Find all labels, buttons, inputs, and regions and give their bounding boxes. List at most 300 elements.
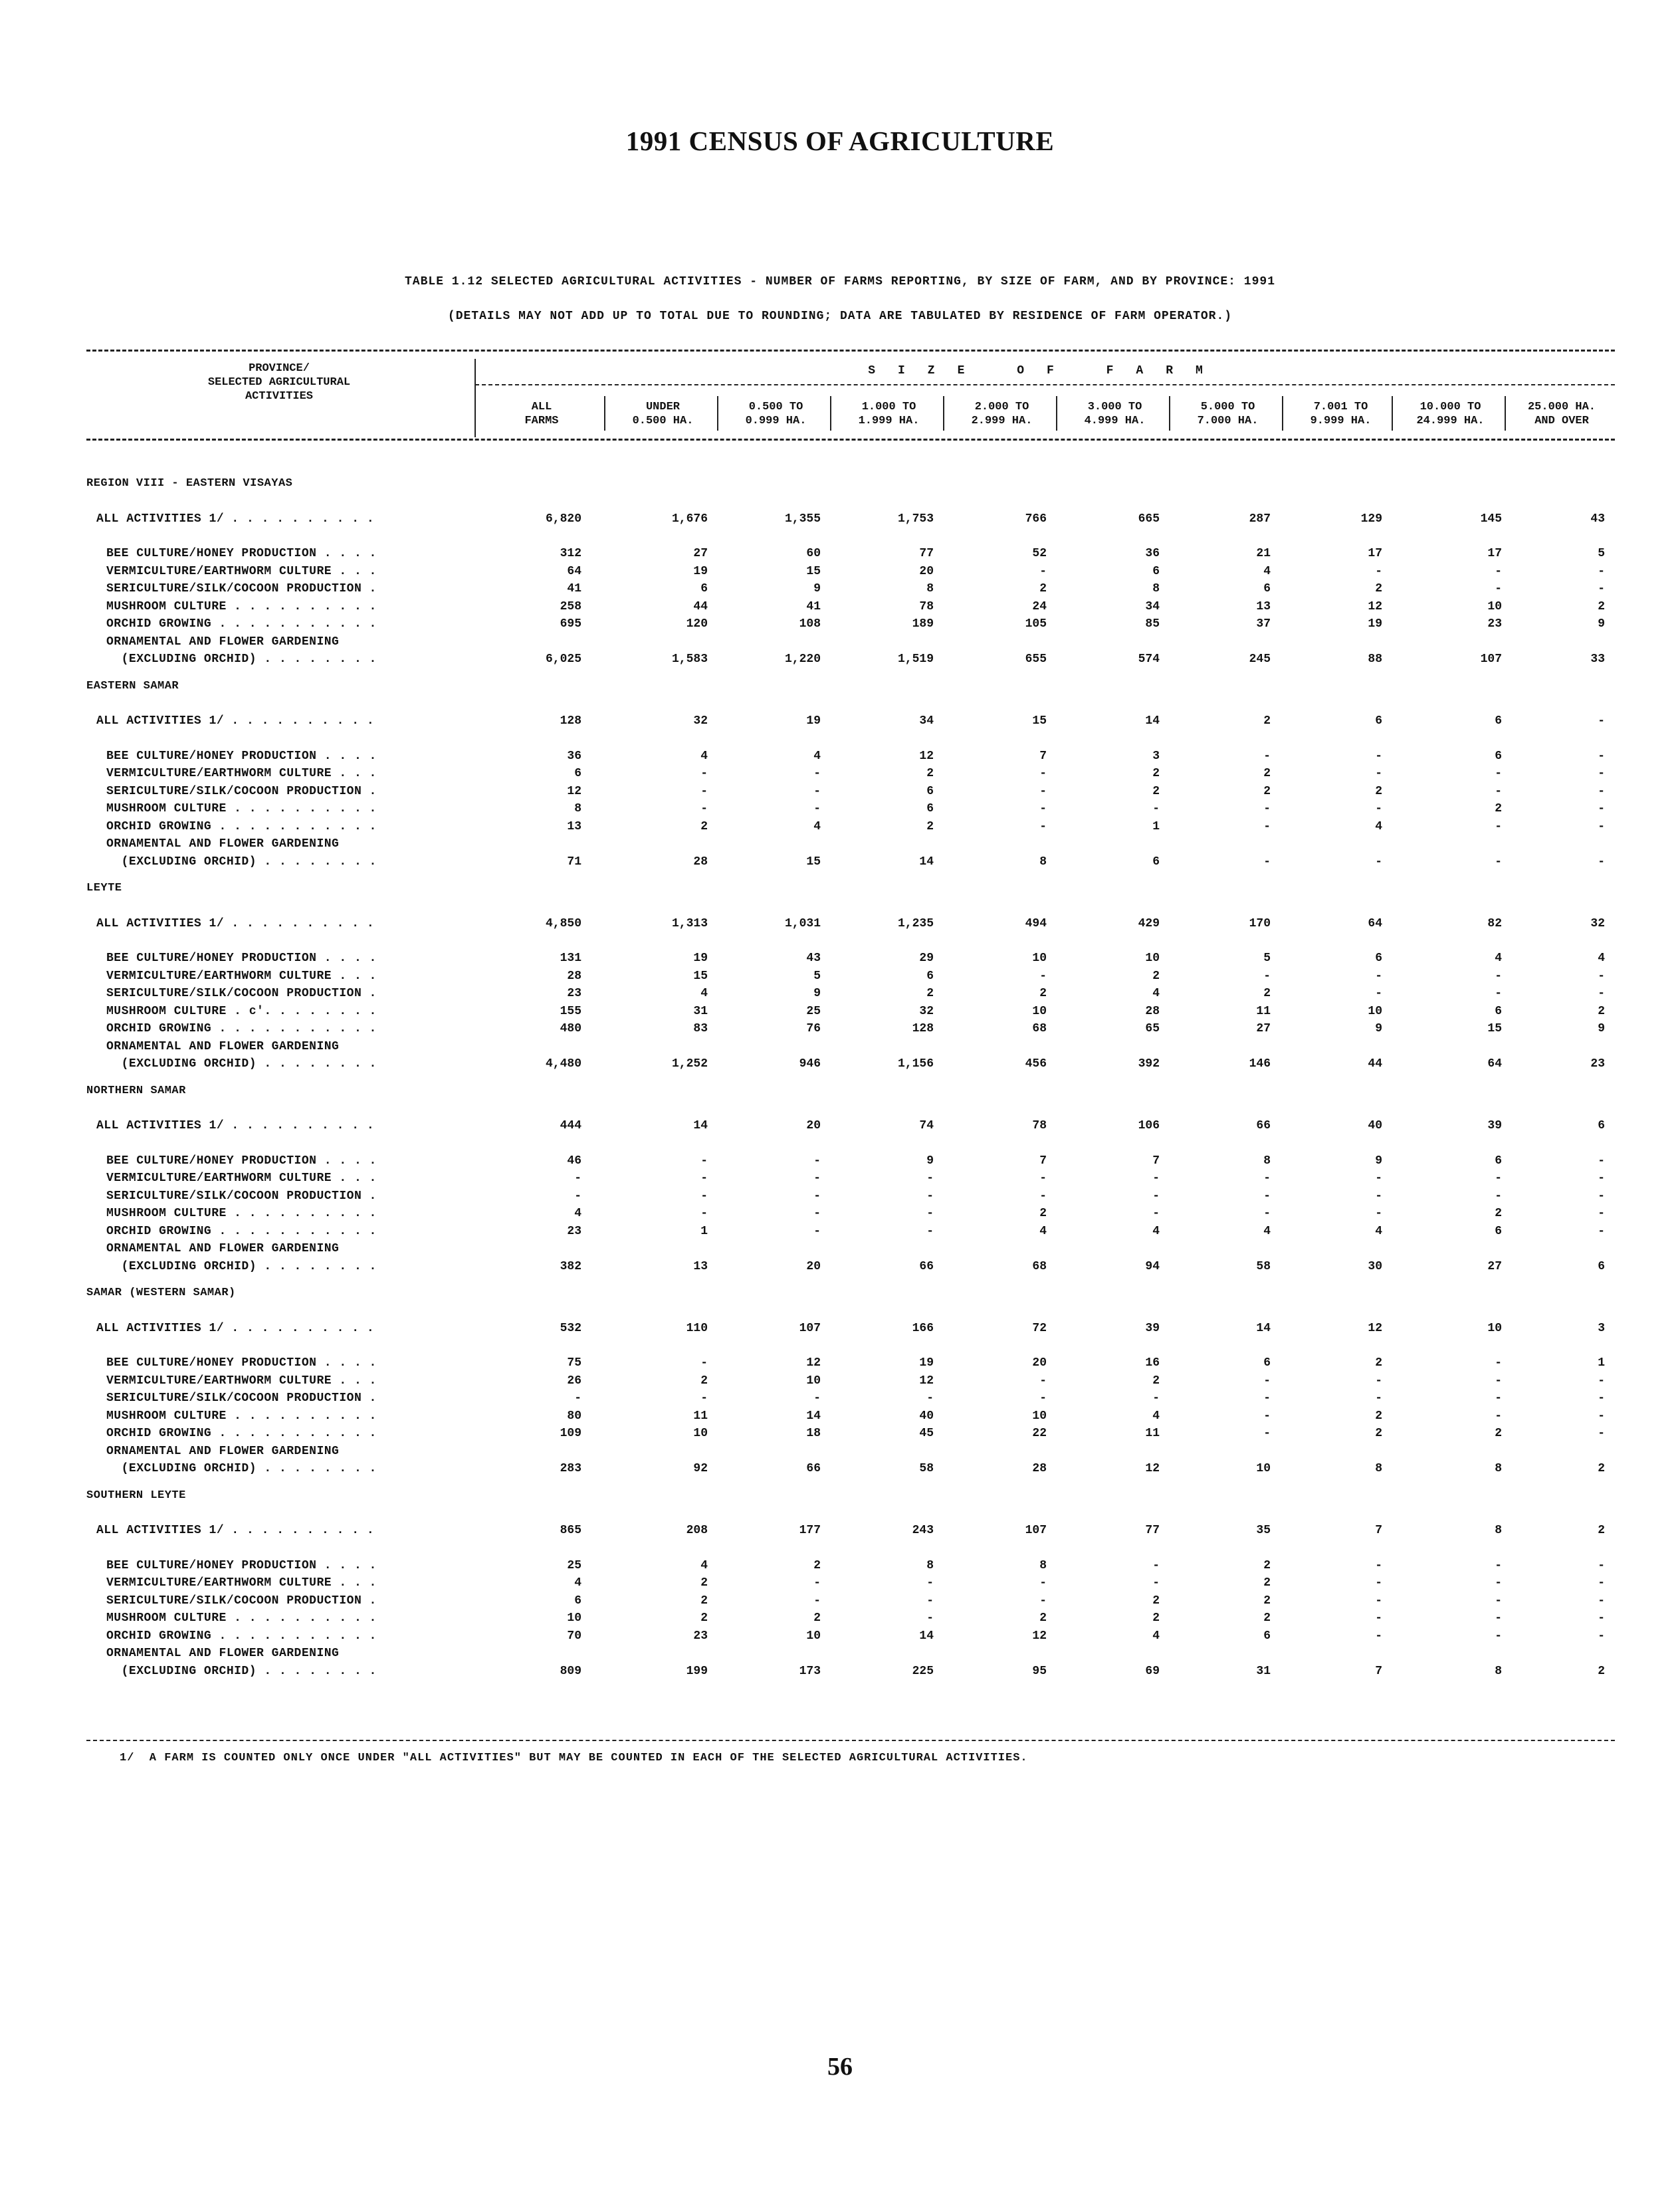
table-cell: 5 [1598,547,1605,560]
table-cell: 6 [700,582,708,595]
table-cell: 177 [799,1524,821,1537]
table-cell: 2 [1375,1427,1382,1440]
table-cell: - [1375,969,1382,983]
table-cell: - [1039,1189,1047,1203]
table-cell: 6,820 [545,512,581,526]
page-title: 1991 CENSUS OF AGRICULTURE [625,126,1055,156]
table-cell: 6 [1495,1224,1502,1238]
table-cell: - [813,1594,821,1608]
table-cell: - [1152,802,1160,815]
column-header [947,400,1057,428]
table-cell: - [926,1189,934,1203]
table-cell: 27 [1487,1259,1502,1273]
activity-row [86,615,1615,633]
table-cell: - [1598,564,1605,578]
table-cell: - [700,1189,708,1203]
table-cell: - [1375,767,1382,780]
table-cell: - [1495,1356,1502,1370]
table-cell: 19 [806,714,821,728]
table-cell: 10 [1032,952,1047,965]
table-cell: - [1598,1629,1605,1643]
table-cell: - [1263,749,1271,763]
row-label: ORNAMENTAL AND FLOWER GARDENING [106,1242,340,1255]
table-cell: 1,355 [784,512,821,526]
table-cell: 4,850 [545,916,581,930]
column-header-line1: 5.000 TO [1200,401,1255,413]
activity-row [86,765,1615,783]
table-cell: 2 [1495,802,1502,815]
table-cell: 15 [806,855,821,869]
table-cell: - [926,1594,934,1608]
column-separator [1169,396,1170,431]
table-cell: 85 [1145,617,1160,631]
table-cell: - [1375,1172,1382,1185]
table-cell: 66 [919,1259,934,1273]
table-cell: 45 [919,1427,934,1440]
table-cell: - [1039,1374,1047,1388]
table-cell: 382 [560,1259,581,1273]
data-table [86,475,1615,1680]
row-label: SERICULTURE/SILK/COCOON PRODUCTION . [106,987,377,1000]
table-cell: 245 [1249,653,1271,666]
table-cell: 4 [1495,952,1502,965]
table-cell: 494 [1025,916,1047,930]
table-cell: 34 [1145,599,1160,613]
province-row [86,1083,1615,1100]
table-cell: 173 [799,1664,821,1678]
table-cell: 456 [1025,1057,1047,1071]
table-cell: 312 [560,547,581,560]
table-cell: 28 [1145,1004,1160,1018]
table-cell: 2 [1375,582,1382,595]
table-cell: 15 [693,969,708,983]
all-activities-row [86,915,1615,933]
table-cell: 23 [1590,1057,1605,1071]
table-cell: 34 [919,714,934,728]
column-separator [604,396,605,431]
column-header-line1: ALL [531,401,552,413]
row-gap [86,898,1615,915]
table-cell: - [1495,1558,1502,1572]
table-cell: 2 [1598,599,1605,613]
table-cell: - [813,1172,821,1185]
table-cell: 145 [1480,512,1502,526]
table-cell: 18 [806,1427,821,1440]
table-cell: - [1495,1612,1502,1625]
row-label: ALL ACTIVITIES 1/ . . . . . . . . . . [96,1119,375,1132]
table-cell: - [700,1154,708,1168]
activity-row [86,1408,1615,1425]
table-cell: 2 [1375,784,1382,798]
activity-row [86,1443,1615,1461]
table-cell: 6 [1152,564,1160,578]
table-cell: 6 [574,767,581,780]
stub-header [86,362,472,403]
row-label: ALL ACTIVITIES 1/ . . . . . . . . . . [96,714,375,728]
row-label: SAMAR (WESTERN SAMAR) [86,1287,236,1299]
table-cell: 2 [1263,1558,1271,1572]
table-cell: 1,031 [784,916,821,930]
table-cell: 20 [919,564,934,578]
table-cell: 131 [560,952,581,965]
table-cell: 10 [567,1612,581,1625]
table-cell: 10 [1032,1409,1047,1423]
table-cell: - [1039,1392,1047,1405]
table-cell: 12 [1145,1462,1160,1475]
table-cell: 107 [1025,1524,1047,1537]
table-cell: 2 [1263,1612,1271,1625]
table-cell: 6 [926,802,934,815]
activity-row [86,853,1615,871]
table-cell: 12 [806,1356,821,1370]
table-cell: 9 [1598,1022,1605,1035]
row-gap [86,932,1615,950]
row-gap [86,1100,1615,1117]
table-cell: - [1375,749,1382,763]
row-label: SERICULTURE/SILK/COCOON PRODUCTION . [106,1392,377,1405]
table-cell: 26 [567,1374,581,1388]
row-label: BEE CULTURE/HONEY PRODUCTION . . . . [106,1356,377,1370]
table-cell: - [813,802,821,815]
activity-row [86,1170,1615,1188]
table-cell: 2 [1039,987,1047,1000]
table-cell: 88 [1368,653,1382,666]
row-label: ALL ACTIVITIES 1/ . . . . . . . . . . [96,916,375,930]
row-gap [86,730,1615,748]
activity-row [86,1003,1615,1021]
row-label: VERMICULTURE/EARTHWORM CULTURE . . . [106,767,377,780]
table-cell: 7 [1375,1524,1382,1537]
table-cell: - [1495,1629,1502,1643]
table-cell: - [1263,1409,1271,1423]
column-header-line2: 7.000 HA. [1197,415,1259,427]
table-cell: - [1598,749,1605,763]
province-row [86,678,1615,696]
table-cell: - [1598,1172,1605,1185]
table-cell: 36 [1145,547,1160,560]
table-cell: 2 [1263,714,1271,728]
table-cell: 7 [1375,1664,1382,1678]
table-cell: 4 [813,749,821,763]
table-cell: 3 [1152,749,1160,763]
table-cell: 7 [1039,1154,1047,1168]
row-label: MUSHROOM CULTURE . c'. . . . . . . . [106,1004,377,1018]
column-header [721,400,831,428]
row-label: ORNAMENTAL AND FLOWER GARDENING [106,635,340,649]
table-cell: 283 [560,1462,581,1475]
table-cell: 10 [1487,1321,1502,1335]
table-cell: 1,753 [897,512,934,526]
row-label: BEE CULTURE/HONEY PRODUCTION . . . . [106,1154,377,1168]
table-cell: - [1598,784,1605,798]
activity-row [86,1663,1615,1681]
table-cell: 6 [1598,1119,1605,1132]
table-cell: - [1263,1374,1271,1388]
table-cell: 1 [1152,819,1160,833]
header-top-rule [86,350,1615,352]
table-cell: - [1263,1172,1271,1185]
table-cell: 76 [806,1022,821,1035]
table-cell: 109 [560,1427,581,1440]
table-cell: 14 [919,1629,934,1643]
row-label: MUSHROOM CULTURE . . . . . . . . . . [106,599,377,613]
table-cell: 166 [912,1321,934,1335]
table-cell: 9 [926,1154,934,1168]
row-label: ORCHID GROWING . . . . . . . . . . . [106,1022,377,1035]
table-cell: 12 [919,749,934,763]
table-cell: 106 [1138,1119,1160,1132]
table-cell: 1,519 [897,653,934,666]
table-cell: - [1495,767,1502,780]
table-cell: - [813,767,821,780]
table-cell: 574 [1138,653,1160,666]
table-cell: 12 [567,784,581,798]
table-cell: 9 [1375,1022,1382,1035]
table-cell: 20 [806,1119,821,1132]
table-cell: 68 [1032,1259,1047,1273]
table-cell: - [1152,1576,1160,1590]
table-cell: 4 [1375,819,1382,833]
column-header [478,400,605,428]
column-header-line2: 0.500 HA. [632,415,694,427]
table-cell: - [1375,1392,1382,1405]
table-cell: - [1598,1558,1605,1572]
province-row [86,880,1615,898]
table-cell: 8 [926,1558,934,1572]
table-cell: - [1375,1558,1382,1572]
column-separator [1505,396,1506,431]
table-cell: 13 [1256,599,1271,613]
table-cell: - [1495,1594,1502,1608]
row-label: VERMICULTURE/EARTHWORM CULTURE . . . [106,1576,377,1590]
table-cell: 946 [799,1057,821,1071]
column-separator [1282,396,1283,431]
row-label: NORTHERN SAMAR [86,1084,186,1097]
table-cell: 120 [686,617,708,631]
table-cell: 4 [813,819,821,833]
row-label: SOUTHERN LEYTE [86,1489,186,1502]
stub-header-line2: SELECTED AGRICULTURAL [207,376,351,389]
table-cell: 64 [1487,1057,1502,1071]
table-cell: 4 [1263,1224,1271,1238]
activity-row [86,1390,1615,1408]
table-cell: 80 [567,1409,581,1423]
table-cell: - [1495,1189,1502,1203]
activity-row [86,1372,1615,1390]
table-cell: - [1039,1576,1047,1590]
table-cell: 766 [1025,512,1047,526]
row-label: ORCHID GROWING . . . . . . . . . . . [106,1224,377,1238]
table-cell: 105 [1025,617,1047,631]
row-label: (EXCLUDING ORCHID) . . . . . . . . [106,1057,377,1071]
table-cell: - [700,1172,708,1185]
table-cell: 28 [567,969,581,983]
table-cell: - [1375,1207,1382,1220]
activity-row [86,545,1615,563]
table-cell: 43 [806,952,821,965]
table-cell: 444 [560,1119,581,1132]
table-cell: - [1598,714,1605,728]
row-label: ORCHID GROWING . . . . . . . . . . . [106,1427,377,1440]
table-cell: 1,235 [897,916,934,930]
table-cell: 6 [1495,1154,1502,1168]
row-label: SERICULTURE/SILK/COCOON PRODUCTION . [106,1594,377,1608]
table-cell: - [1495,784,1502,798]
table-cell: 30 [1368,1259,1382,1273]
table-cell: - [813,1154,821,1168]
table-cell: 108 [799,617,821,631]
table-cell: 3 [1598,1321,1605,1335]
table-cell: 1,313 [671,916,708,930]
table-cell: 64 [567,564,581,578]
table-cell: - [1495,582,1502,595]
table-cell: 36 [567,749,581,763]
table-cell: - [1039,784,1047,798]
table-cell: 17 [1487,547,1502,560]
table-cell: 2 [926,819,934,833]
table-cell: 10 [1145,952,1160,965]
table-cell: - [1598,1392,1605,1405]
activity-row [86,1205,1615,1223]
table-cell: - [1495,1409,1502,1423]
table-cell: 6 [1263,1629,1271,1643]
table-cell: 43 [1590,512,1605,526]
row-label: ORCHID GROWING . . . . . . . . . . . [106,819,377,833]
table-cell: - [700,784,708,798]
table-cell: 155 [560,1004,581,1018]
table-cell: 1,676 [671,512,708,526]
table-cell: 665 [1138,512,1160,526]
row-label: VERMICULTURE/EARTHWORM CULTURE . . . [106,969,377,983]
column-separator [1056,396,1057,431]
table-cell: - [1263,855,1271,869]
table-cell: 19 [693,952,708,965]
table-cell: 15 [1032,714,1047,728]
table-cell: 5 [1263,952,1271,965]
table-cell: 94 [1145,1259,1160,1273]
table-cell: - [1598,1427,1605,1440]
province-row [86,1285,1615,1303]
table-cell: 1,252 [671,1057,708,1071]
table-cell: - [926,1224,934,1238]
row-label: VERMICULTURE/EARTHWORM CULTURE . . . [106,1374,377,1388]
table-cell: 107 [1480,653,1502,666]
row-label: (EXCLUDING ORCHID) . . . . . . . . [106,1462,377,1475]
table-cell: - [1598,987,1605,1000]
table-cell: 19 [693,564,708,578]
row-gap [86,669,1615,678]
table-cell: 1,220 [784,653,821,666]
activity-row [86,835,1615,853]
column-header-line2: 24.999 HA. [1416,415,1485,427]
table-cell: 2 [1598,1664,1605,1678]
table-cell: 4 [700,987,708,1000]
table-cell: - [1263,1392,1271,1405]
table-cell: 2 [1039,582,1047,595]
column-header-line2: 1.999 HA. [858,415,920,427]
table-cell: - [1375,564,1382,578]
table-cell: 78 [919,599,934,613]
row-label: MUSHROOM CULTURE . . . . . . . . . . [106,1612,377,1625]
activity-row [86,1020,1615,1038]
row-gap [86,1478,1615,1487]
header-bottom-rule [86,439,1615,441]
table-cell: 4 [1152,1224,1160,1238]
table-cell: - [1598,969,1605,983]
column-header-line1: 7.001 TO [1313,401,1368,413]
row-label: MUSHROOM CULTURE . . . . . . . . . . [106,1409,377,1423]
table-cell: 2 [1039,1207,1047,1220]
table-cell: - [1375,1189,1382,1203]
table-cell: - [1375,855,1382,869]
table-cell: 41 [806,599,821,613]
table-cell: 4 [700,1558,708,1572]
footnote: 1/ A FARM IS COUNTED ONLY ONCE UNDER "ALL ACTIVITIES" BUT MAY BE COUNTED IN EACH OF THE SELECTED AGRICULTURAL ACTIVITIES. [120,1752,1028,1764]
table-cell: 199 [686,1664,708,1678]
activity-row [86,1557,1615,1575]
table-cell: 129 [1360,512,1382,526]
row-label: ORNAMENTAL AND FLOWER GARDENING [106,1444,340,1458]
table-cell: - [1039,802,1047,815]
table-cell: - [1152,1207,1160,1220]
table-cell: - [1039,969,1047,983]
row-gap [86,1073,1615,1083]
row-label: SERICULTURE/SILK/COCOON PRODUCTION . [106,1189,377,1203]
table-cell: - [574,1189,581,1203]
table-cell: - [1598,802,1605,815]
table-cell: 41 [567,582,581,595]
table-cell: 68 [1032,1022,1047,1035]
activity-row [86,1460,1615,1478]
table-cell: - [1375,1374,1382,1388]
table-cell: - [926,1612,934,1625]
table-cell: - [1495,1392,1502,1405]
column-separator [943,396,944,431]
table-cell: 12 [1368,599,1382,613]
table-cell: - [1375,1594,1382,1608]
table-cell: 146 [1249,1057,1271,1071]
table-cell: 77 [1145,1524,1160,1537]
table-cell: 14 [806,1409,821,1423]
table-cell: - [1598,767,1605,780]
activity-row [86,598,1615,616]
table-cell: 12 [1032,1629,1047,1643]
table-cell: - [1495,819,1502,833]
table-cell: - [813,784,821,798]
table-cell: 37 [1256,617,1271,631]
row-label: ALL ACTIVITIES 1/ . . . . . . . . . . [96,1321,375,1335]
row-gap [86,871,1615,880]
column-separator [1392,396,1393,431]
table-cell: 27 [1256,1022,1271,1035]
activity-row [86,1152,1615,1170]
table-cell: 52 [1032,547,1047,560]
table-cell: 2 [1039,1612,1047,1625]
table-cell: 31 [693,1004,708,1018]
row-label: ORNAMENTAL AND FLOWER GARDENING [106,837,340,851]
table-cell: - [1598,1374,1605,1388]
table-cell: 7 [1039,749,1047,763]
table-cell: 24 [1032,599,1047,613]
table-cell: 15 [806,564,821,578]
activity-row [86,1038,1615,1056]
table-cell: - [1263,1189,1271,1203]
activity-row [86,1240,1615,1258]
table-cell: - [1598,1207,1605,1220]
stub-header-line1: PROVINCE/ [249,362,310,375]
table-cell: 11 [1145,1427,1160,1440]
table-cell: 480 [560,1022,581,1035]
